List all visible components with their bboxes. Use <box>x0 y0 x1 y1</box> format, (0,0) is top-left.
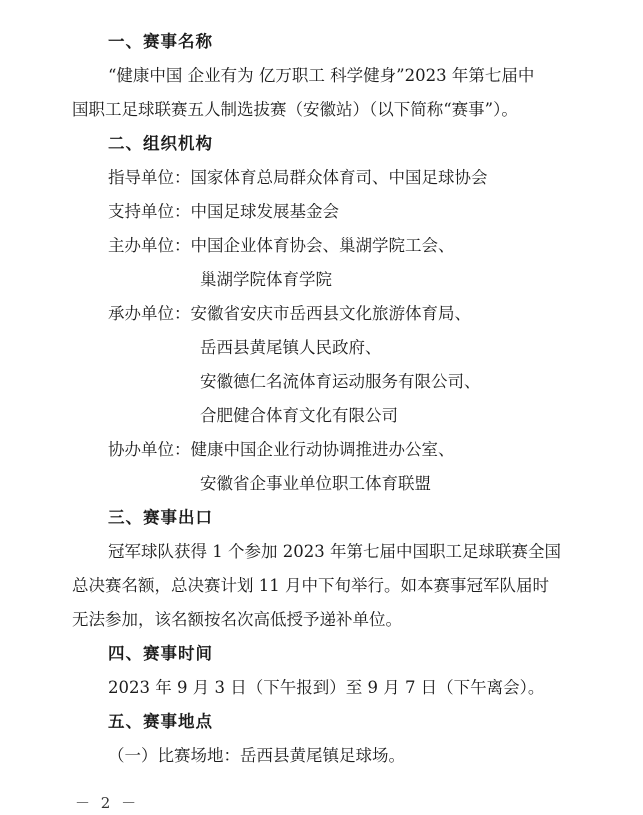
paragraph-line: 国职工足球联赛五人制选拔赛（安徽站）（以下简称“赛事”）。 <box>72 100 518 119</box>
org-value-organizer-continued: 安徽德仁名流体育运动服务有限公司、 <box>200 372 481 391</box>
org-value-organizer-continued: 岳西县黄尾镇人民政府、 <box>200 338 382 357</box>
org-value-organizer-continued: 合肥健合体育文化有限公司 <box>200 406 398 425</box>
org-label-organizer: 承办单位： <box>108 304 191 323</box>
paragraph-line: 2023 年 9 月 3 日（下午报到）至 9 月 7 日（下午离会）。 <box>108 678 545 697</box>
org-value-support: 中国足球发展基金会 <box>190 202 339 221</box>
org-value-co-organizer-continued: 安徽省企事业单位职工体育联盟 <box>200 474 431 493</box>
org-label-co-organizer: 协办单位： <box>108 440 191 459</box>
org-label-host: 主办单位： <box>108 236 191 255</box>
org-value-host-continued: 巢湖学院体育学院 <box>200 270 332 289</box>
paragraph-line: 冠军球队获得 1 个参加 2023 年第七届中国职工足球联赛全国 <box>108 542 561 561</box>
section-heading-event-time: 四、赛事时间 <box>108 644 213 663</box>
section-heading-event-name: 一、赛事名称 <box>108 32 213 51</box>
org-label-support: 支持单位： <box>108 202 191 221</box>
org-row-support <box>108 200 339 224</box>
paragraph-line: 总决赛名额，总决赛计划 11 月中下旬举行。如本赛事冠军队届时 <box>72 576 549 595</box>
paragraph-line: （一）比赛场地：岳西县黄尾镇足球场。 <box>108 746 405 765</box>
org-value-organizer: 安徽省安庆市岳西县文化旅游体育局、 <box>190 304 471 323</box>
org-row-co-organizer <box>108 438 455 462</box>
org-value-co-organizer: 健康中国企业行动协调推进办公室、 <box>190 440 455 459</box>
org-label-guide: 指导单位： <box>108 168 191 187</box>
org-value-guide: 国家体育总局群众体育司、中国足球协会 <box>190 168 488 187</box>
paragraph-line: “健康中国 企业有为 亿万职工 科学健身”2023 年第七届中 <box>108 66 535 85</box>
paragraph-line: 无法参加，该名额按名次高低授予递补单位。 <box>72 610 402 629</box>
section-heading-event-venue: 五、赛事地点 <box>108 712 213 731</box>
org-row-host <box>108 234 455 258</box>
org-value-host: 中国企业体育协会、巢湖学院工会、 <box>190 236 455 255</box>
page-number: － 2 － <box>75 794 140 812</box>
org-row-guide <box>108 166 488 190</box>
section-heading-organization: 二、组织机构 <box>108 134 213 153</box>
section-heading-event-outlet: 三、赛事出口 <box>108 508 213 527</box>
org-row-organizer <box>108 302 471 326</box>
